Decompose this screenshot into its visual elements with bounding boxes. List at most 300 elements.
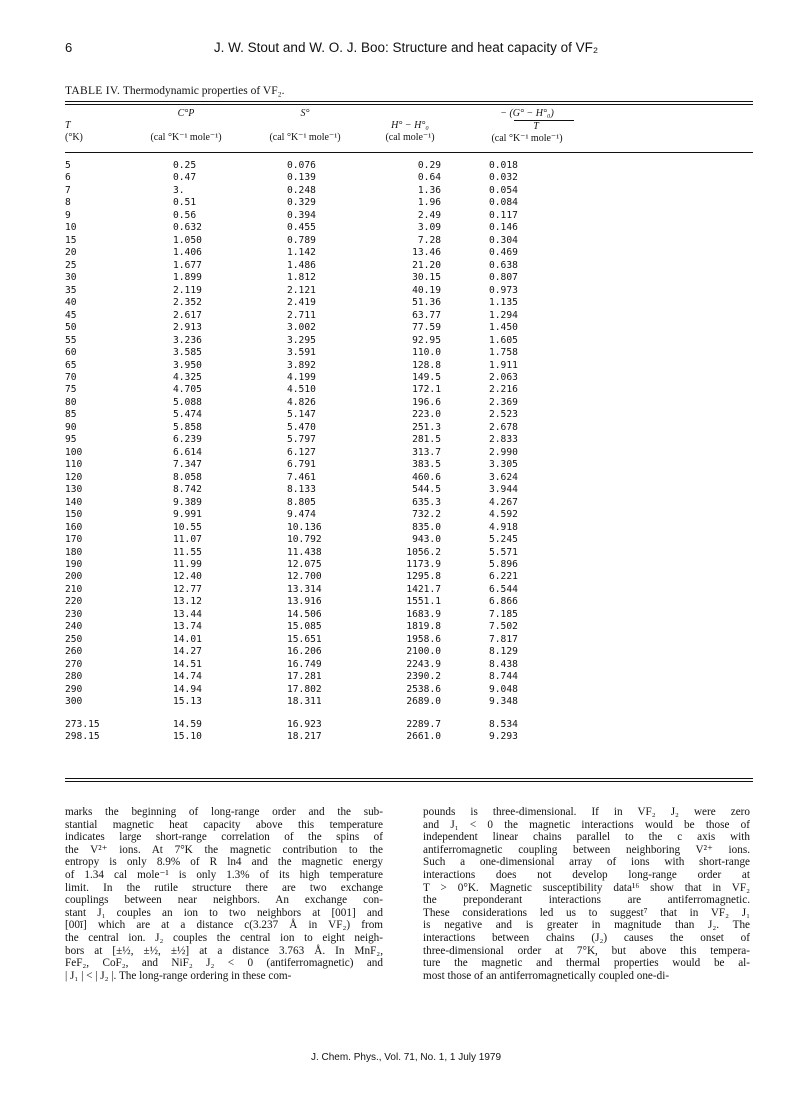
table-caption-label: TABLE IV. bbox=[65, 85, 121, 97]
cell-temperature: 30 bbox=[65, 272, 77, 284]
cell-enthalpy: 2.49 bbox=[417, 209, 441, 221]
cell-entropy: 17.281 bbox=[287, 671, 322, 683]
cell-heat-capacity: 8.058 bbox=[173, 471, 202, 483]
cell-temperature: 85 bbox=[65, 409, 77, 421]
col-temperature-header bbox=[65, 120, 95, 144]
cell-free-energy-function: 0.146 bbox=[489, 222, 518, 234]
cell-entropy: 2.419 bbox=[287, 297, 316, 309]
table-row bbox=[65, 272, 753, 284]
cell-free-energy-function: 2.216 bbox=[489, 384, 518, 396]
col-free-energy-unit: (cal °K⁻¹ mole⁻¹) bbox=[491, 133, 563, 144]
cell-temperature: 9 bbox=[65, 209, 71, 221]
table-top-rule-2 bbox=[65, 104, 753, 105]
col-free-energy-numerator: − (G° − H°₀) bbox=[500, 108, 554, 119]
cell-heat-capacity: 15.10 bbox=[173, 731, 202, 743]
cell-temperature: 20 bbox=[65, 247, 77, 259]
cell-free-energy-function: 0.018 bbox=[489, 160, 518, 171]
cell-entropy: 17.802 bbox=[287, 683, 322, 695]
text-line: couplings between near neighbors. An exchange con- bbox=[65, 894, 383, 907]
cell-heat-capacity: 14.27 bbox=[173, 646, 202, 658]
cell-heat-capacity: 5.474 bbox=[173, 409, 202, 421]
table-row bbox=[65, 659, 753, 671]
table-row bbox=[65, 634, 753, 646]
table-row bbox=[65, 719, 753, 731]
cell-free-energy-function: 2.063 bbox=[489, 371, 518, 383]
cell-heat-capacity: 14.59 bbox=[173, 718, 202, 730]
cell-entropy: 12.700 bbox=[287, 571, 322, 583]
cell-heat-capacity: 13.74 bbox=[173, 621, 202, 633]
cell-temperature: 25 bbox=[65, 259, 77, 271]
text-line: interactions between chains (J₂) causes the onset of bbox=[423, 931, 750, 944]
cell-free-energy-function: 4.267 bbox=[489, 496, 518, 508]
cell-free-energy-function: 2.369 bbox=[489, 396, 518, 408]
cell-heat-capacity: 14.74 bbox=[173, 671, 202, 683]
cell-heat-capacity: 2.119 bbox=[173, 284, 202, 296]
page-number: 6 bbox=[65, 40, 73, 55]
cell-entropy: 6.127 bbox=[287, 446, 316, 458]
text-line: These considerations led us to suggest⁷ that in VF₂ J₁ bbox=[423, 906, 750, 919]
cell-temperature: 40 bbox=[65, 297, 77, 309]
cell-entropy: 15.651 bbox=[287, 633, 322, 645]
cell-temperature: 8 bbox=[65, 197, 71, 209]
cell-enthalpy: 1.36 bbox=[417, 184, 441, 196]
table-row bbox=[65, 297, 753, 309]
table-row bbox=[65, 684, 753, 696]
cell-temperature: 170 bbox=[65, 534, 83, 546]
table-row bbox=[65, 584, 753, 596]
text-line: FeF₂, CoF₂, and NiF₂ J₂ < 0 (antiferromagnetic) and bbox=[65, 957, 383, 970]
cell-temperature: 15 bbox=[65, 234, 77, 246]
cell-temperature: 45 bbox=[65, 309, 77, 321]
cell-enthalpy: 313.7 bbox=[412, 446, 441, 458]
table-row bbox=[65, 235, 753, 247]
cell-heat-capacity: 11.55 bbox=[173, 546, 202, 558]
cell-entropy: 2.711 bbox=[287, 309, 316, 321]
cell-enthalpy: 21.20 bbox=[412, 259, 441, 271]
cell-entropy: 3.295 bbox=[287, 334, 316, 346]
cell-heat-capacity: 6.614 bbox=[173, 446, 202, 458]
cell-heat-capacity: 1.406 bbox=[173, 247, 202, 259]
col-free-energy-header bbox=[462, 108, 592, 145]
cell-heat-capacity: 0.47 bbox=[173, 172, 197, 184]
table-row bbox=[65, 497, 753, 509]
cell-enthalpy: 1056.2 bbox=[406, 546, 441, 558]
cell-enthalpy: 2100.0 bbox=[406, 646, 441, 658]
table-row bbox=[65, 222, 753, 234]
cell-free-energy-function: 1.135 bbox=[489, 297, 518, 309]
cell-enthalpy: 2289.7 bbox=[406, 718, 441, 730]
table-row bbox=[65, 322, 753, 334]
text-line: entropy is only 8.9% of R ln4 and the magnetic energy bbox=[65, 856, 383, 869]
table-row bbox=[65, 360, 753, 372]
text-line: pounds is three-dimensional. If in VF₂ J₂ were zero bbox=[423, 806, 750, 818]
table-header-rule bbox=[65, 152, 753, 153]
cell-heat-capacity: 2.352 bbox=[173, 297, 202, 309]
cell-free-energy-function: 1.605 bbox=[489, 334, 518, 346]
table-row bbox=[65, 185, 753, 197]
body-text-left-column bbox=[65, 806, 383, 982]
cell-temperature: 210 bbox=[65, 583, 83, 595]
cell-entropy: 3.002 bbox=[287, 322, 316, 334]
text-line: of 1.34 cal mole⁻¹ is only 1.3% of its high temperature bbox=[65, 868, 383, 881]
text-line: stantial magnetic heat capacity above this temperature bbox=[65, 818, 383, 831]
text-line: and J₁ < 0 the magnetic interactions would be those of bbox=[423, 818, 750, 831]
cell-temperature: 90 bbox=[65, 421, 77, 433]
table-row bbox=[65, 397, 753, 409]
cell-heat-capacity: 3.585 bbox=[173, 347, 202, 359]
cell-entropy: 0.394 bbox=[287, 209, 316, 221]
cell-entropy: 15.085 bbox=[287, 621, 322, 633]
cell-entropy: 8.133 bbox=[287, 484, 316, 496]
cell-free-energy-function: 6.866 bbox=[489, 596, 518, 608]
col-enthalpy-unit: (cal mole⁻¹) bbox=[385, 132, 435, 143]
cell-entropy: 10.136 bbox=[287, 521, 322, 533]
cell-entropy: 6.791 bbox=[287, 459, 316, 471]
cell-temperature: 300 bbox=[65, 696, 83, 708]
cell-heat-capacity: 10.55 bbox=[173, 521, 202, 533]
cell-entropy: 5.470 bbox=[287, 421, 316, 433]
cell-temperature: 220 bbox=[65, 596, 83, 608]
cell-heat-capacity: 14.51 bbox=[173, 658, 202, 670]
table-row bbox=[65, 210, 753, 222]
cell-temperature: 150 bbox=[65, 509, 83, 521]
cell-temperature: 6 bbox=[65, 172, 71, 184]
cell-temperature: 273.15 bbox=[65, 718, 100, 730]
cell-heat-capacity: 3.236 bbox=[173, 334, 202, 346]
cell-heat-capacity: 3.950 bbox=[173, 359, 202, 371]
table-body bbox=[65, 160, 753, 744]
cell-entropy: 1.812 bbox=[287, 272, 316, 284]
cell-temperature: 200 bbox=[65, 571, 83, 583]
cell-entropy: 4.199 bbox=[287, 371, 316, 383]
cell-heat-capacity: 6.239 bbox=[173, 434, 202, 446]
cell-heat-capacity: 4.325 bbox=[173, 371, 202, 383]
text-line: three-dimensional order at 7°K, but above this tempera- bbox=[423, 944, 750, 957]
cell-entropy: 0.329 bbox=[287, 197, 316, 209]
cell-enthalpy: 110.0 bbox=[412, 347, 441, 359]
cell-free-energy-function: 8.744 bbox=[489, 671, 518, 683]
col-free-energy-denominator: T bbox=[533, 121, 539, 132]
table-row bbox=[65, 347, 753, 359]
cell-heat-capacity: 2.617 bbox=[173, 309, 202, 321]
cell-free-energy-function: 1.450 bbox=[489, 322, 518, 334]
cell-enthalpy: 943.0 bbox=[412, 534, 441, 546]
cell-free-energy-function: 2.523 bbox=[489, 409, 518, 421]
table-row bbox=[65, 559, 753, 571]
cell-enthalpy: 2661.0 bbox=[406, 731, 441, 743]
cell-enthalpy: 7.28 bbox=[417, 234, 441, 246]
col-heat-capacity-header bbox=[126, 108, 246, 144]
cell-free-energy-function: 9.348 bbox=[489, 696, 518, 708]
cell-enthalpy: 196.6 bbox=[412, 396, 441, 408]
table-row bbox=[65, 409, 753, 421]
table-caption bbox=[65, 85, 284, 97]
cell-enthalpy: 732.2 bbox=[412, 509, 441, 521]
cell-heat-capacity: 0.51 bbox=[173, 197, 197, 209]
cell-temperature: 130 bbox=[65, 484, 83, 496]
cell-temperature: 10 bbox=[65, 222, 77, 234]
cell-heat-capacity: 1.050 bbox=[173, 234, 202, 246]
cell-entropy: 2.121 bbox=[287, 284, 316, 296]
cell-free-energy-function: 0.973 bbox=[489, 284, 518, 296]
cell-entropy: 13.314 bbox=[287, 583, 322, 595]
col-heat-capacity-unit: (cal °K⁻¹ mole⁻¹) bbox=[150, 132, 222, 143]
cell-enthalpy: 51.36 bbox=[412, 297, 441, 309]
cell-enthalpy: 544.5 bbox=[412, 484, 441, 496]
cell-temperature: 260 bbox=[65, 646, 83, 658]
cell-temperature: 55 bbox=[65, 334, 77, 346]
cell-free-energy-function: 5.571 bbox=[489, 546, 518, 558]
table-row bbox=[65, 671, 753, 683]
cell-temperature: 5 bbox=[65, 160, 71, 171]
cell-temperature: 250 bbox=[65, 633, 83, 645]
cell-temperature: 80 bbox=[65, 396, 77, 408]
table-row bbox=[65, 646, 753, 658]
table-row bbox=[65, 547, 753, 559]
text-line: antiferromagnetic coupling between neighboring V²⁺ ions. bbox=[423, 843, 750, 856]
cell-heat-capacity: 1.899 bbox=[173, 272, 202, 284]
text-line: the central ion. J₂ couples the central ion to eight neigh- bbox=[65, 931, 383, 944]
cell-heat-capacity: 9.389 bbox=[173, 496, 202, 508]
cell-enthalpy: 40.19 bbox=[412, 284, 441, 296]
table-row-spacer bbox=[65, 709, 753, 719]
cell-free-energy-function: 2.990 bbox=[489, 446, 518, 458]
cell-entropy: 12.075 bbox=[287, 559, 322, 570]
text-line: | J₁ | < | J₂ |. The long-range ordering in these com- bbox=[65, 969, 292, 982]
table-row bbox=[65, 447, 753, 459]
cell-heat-capacity: 14.01 bbox=[173, 633, 202, 645]
cell-heat-capacity: 5.088 bbox=[173, 396, 202, 408]
cell-enthalpy: 3.09 bbox=[417, 222, 441, 234]
running-header: J. W. Stout and W. O. J. Boo: Structure and heat capacity of VF₂ bbox=[213, 40, 599, 55]
cell-enthalpy: 1173.9 bbox=[406, 559, 441, 570]
col-enthalpy-symbol: H° − H°₀ bbox=[391, 120, 429, 131]
table-top-rule bbox=[65, 101, 753, 102]
cell-entropy: 1.142 bbox=[287, 247, 316, 259]
text-line: [00ī] which are at a distance c(3.237 Å in VF₂) from bbox=[65, 919, 383, 932]
text-line: limit. In the rutile structure there are two exchange bbox=[65, 881, 383, 894]
cell-enthalpy: 172.1 bbox=[412, 384, 441, 396]
text-line: independent linear chains parallel to the c axis with bbox=[423, 831, 750, 844]
cell-temperature: 7 bbox=[65, 184, 71, 196]
table-row bbox=[65, 247, 753, 259]
cell-entropy: 5.797 bbox=[287, 434, 316, 446]
journal-citation-footer: J. Chem. Phys., Vol. 71, No. 1, 1 July 1979 bbox=[310, 1052, 502, 1063]
table-row bbox=[65, 310, 753, 322]
cell-temperature: 50 bbox=[65, 322, 77, 334]
table-row bbox=[65, 422, 753, 434]
cell-temperature: 270 bbox=[65, 658, 83, 670]
cell-entropy: 4.510 bbox=[287, 384, 316, 396]
cell-enthalpy: 1295.8 bbox=[406, 571, 441, 583]
table-row bbox=[65, 459, 753, 471]
cell-temperature: 298.15 bbox=[65, 731, 100, 743]
cell-heat-capacity: 0.56 bbox=[173, 209, 197, 221]
cell-temperature: 240 bbox=[65, 621, 83, 633]
cell-entropy: 18.311 bbox=[287, 696, 322, 708]
table-row bbox=[65, 522, 753, 534]
table-row bbox=[65, 731, 753, 743]
cell-heat-capacity: 15.13 bbox=[173, 696, 202, 708]
cell-free-energy-function: 4.592 bbox=[489, 509, 518, 521]
cell-free-energy-function: 5.896 bbox=[489, 559, 518, 570]
cell-entropy: 10.792 bbox=[287, 534, 322, 546]
table-row bbox=[65, 434, 753, 446]
cell-heat-capacity: 5.858 bbox=[173, 421, 202, 433]
cell-entropy: 4.826 bbox=[287, 396, 316, 408]
cell-enthalpy: 149.5 bbox=[412, 371, 441, 383]
table-row bbox=[65, 160, 753, 172]
table-row bbox=[65, 621, 753, 633]
cell-enthalpy: 1958.6 bbox=[406, 633, 441, 645]
cell-heat-capacity: 13.12 bbox=[173, 596, 202, 608]
cell-heat-capacity: 13.44 bbox=[173, 608, 202, 620]
text-line: Such a one-dimensional array of ions with short-range bbox=[423, 856, 750, 869]
cell-temperature: 160 bbox=[65, 521, 83, 533]
cell-enthalpy: 1421.7 bbox=[406, 583, 441, 595]
cell-free-energy-function: 0.304 bbox=[489, 234, 518, 246]
cell-enthalpy: 223.0 bbox=[412, 409, 441, 421]
table-row bbox=[65, 696, 753, 708]
text-line: T > 0°K. Magnetic susceptibility data¹⁶ show that in VF₂ bbox=[423, 881, 750, 894]
text-line: ture the magnetic and thermal properties would be al- bbox=[423, 957, 750, 970]
cell-temperature: 70 bbox=[65, 371, 77, 383]
cell-enthalpy: 281.5 bbox=[412, 434, 441, 446]
cell-heat-capacity: 2.913 bbox=[173, 322, 202, 334]
cell-enthalpy: 1551.1 bbox=[406, 596, 441, 608]
cell-entropy: 11.438 bbox=[287, 546, 322, 558]
cell-entropy: 0.789 bbox=[287, 234, 316, 246]
cell-enthalpy: 30.15 bbox=[412, 272, 441, 284]
cell-heat-capacity: 11.07 bbox=[173, 534, 202, 546]
cell-enthalpy: 128.8 bbox=[412, 359, 441, 371]
cell-enthalpy: 1683.9 bbox=[406, 608, 441, 620]
cell-enthalpy: 77.59 bbox=[412, 322, 441, 334]
cell-entropy: 0.248 bbox=[287, 184, 316, 196]
col-entropy-unit: (cal °K⁻¹ mole⁻¹) bbox=[269, 132, 341, 143]
cell-free-energy-function: 1.911 bbox=[489, 359, 518, 371]
cell-heat-capacity: 0.632 bbox=[173, 222, 202, 234]
table-caption-text: Thermodynamic properties of VF₂. bbox=[122, 85, 285, 97]
table-row bbox=[65, 335, 753, 347]
cell-enthalpy: 13.46 bbox=[412, 247, 441, 259]
cell-temperature: 110 bbox=[65, 459, 83, 471]
cell-heat-capacity: 8.742 bbox=[173, 484, 202, 496]
cell-free-energy-function: 6.221 bbox=[489, 571, 518, 583]
cell-temperature: 60 bbox=[65, 347, 77, 359]
cell-heat-capacity: 3. bbox=[173, 184, 185, 196]
cell-free-energy-function: 3.944 bbox=[489, 484, 518, 496]
cell-enthalpy: 92.95 bbox=[412, 334, 441, 346]
cell-heat-capacity: 14.94 bbox=[173, 683, 202, 695]
cell-entropy: 16.206 bbox=[287, 646, 322, 658]
cell-entropy: 3.892 bbox=[287, 359, 316, 371]
table-row bbox=[65, 484, 753, 496]
cell-temperature: 65 bbox=[65, 359, 77, 371]
cell-enthalpy: 460.6 bbox=[412, 471, 441, 483]
cell-temperature: 290 bbox=[65, 683, 83, 695]
cell-entropy: 18.217 bbox=[287, 731, 322, 743]
cell-free-energy-function: 8.438 bbox=[489, 658, 518, 670]
cell-entropy: 8.805 bbox=[287, 496, 316, 508]
cell-free-energy-function: 2.678 bbox=[489, 421, 518, 433]
col-enthalpy-header bbox=[360, 120, 460, 144]
cell-free-energy-function: 0.084 bbox=[489, 197, 518, 209]
table-bottom-rule-2 bbox=[65, 781, 753, 782]
cell-entropy: 3.591 bbox=[287, 347, 316, 359]
cell-heat-capacity: 0.25 bbox=[173, 160, 197, 171]
cell-enthalpy: 2689.0 bbox=[406, 696, 441, 708]
cell-entropy: 7.461 bbox=[287, 471, 316, 483]
cell-temperature: 35 bbox=[65, 284, 77, 296]
text-line: interactions does not develop long-range order at bbox=[423, 868, 750, 881]
col-temperature-unit: (°K) bbox=[65, 132, 83, 143]
col-temperature-symbol: T bbox=[65, 120, 71, 131]
cell-enthalpy: 1819.8 bbox=[406, 621, 441, 633]
cell-entropy: 1.486 bbox=[287, 259, 316, 271]
cell-free-energy-function: 7.817 bbox=[489, 633, 518, 645]
cell-free-energy-function: 6.544 bbox=[489, 583, 518, 595]
cell-entropy: 13.916 bbox=[287, 596, 322, 608]
cell-enthalpy: 63.77 bbox=[412, 309, 441, 321]
cell-temperature: 180 bbox=[65, 546, 83, 558]
cell-temperature: 230 bbox=[65, 608, 83, 620]
text-line: bors at [±½, ±½, ±½] at a distance 3.763 Å. In MnF₂, bbox=[65, 944, 383, 957]
cell-enthalpy: 2538.6 bbox=[406, 683, 441, 695]
cell-free-energy-function: 2.833 bbox=[489, 434, 518, 446]
table-row bbox=[65, 285, 753, 297]
table-row bbox=[65, 596, 753, 608]
cell-heat-capacity: 12.77 bbox=[173, 583, 202, 595]
cell-enthalpy: 0.29 bbox=[417, 160, 441, 171]
table-bottom-rule bbox=[65, 778, 753, 779]
cell-free-energy-function: 0.032 bbox=[489, 172, 518, 184]
cell-entropy: 14.506 bbox=[287, 608, 322, 620]
cell-enthalpy: 383.5 bbox=[412, 459, 441, 471]
cell-free-energy-function: 9.048 bbox=[489, 683, 518, 695]
cell-free-energy-function: 9.293 bbox=[489, 731, 518, 743]
cell-heat-capacity: 9.991 bbox=[173, 509, 202, 521]
cell-free-energy-function: 0.638 bbox=[489, 259, 518, 271]
cell-heat-capacity: 1.677 bbox=[173, 259, 202, 271]
cell-enthalpy: 251.3 bbox=[412, 421, 441, 433]
table-row bbox=[65, 571, 753, 583]
table-row bbox=[65, 609, 753, 621]
cell-temperature: 95 bbox=[65, 434, 77, 446]
cell-entropy: 16.749 bbox=[287, 658, 322, 670]
cell-free-energy-function: 1.294 bbox=[489, 309, 518, 321]
cell-entropy: 0.455 bbox=[287, 222, 316, 234]
cell-free-energy-function: 8.129 bbox=[489, 646, 518, 658]
cell-free-energy-function: 4.918 bbox=[489, 521, 518, 533]
table-row bbox=[65, 172, 753, 184]
cell-free-energy-function: 0.469 bbox=[489, 247, 518, 259]
cell-enthalpy: 1.96 bbox=[417, 197, 441, 209]
cell-free-energy-function: 0.117 bbox=[489, 209, 518, 221]
cell-temperature: 120 bbox=[65, 471, 83, 483]
text-line: indicates large short-range correlation of the spins of bbox=[65, 831, 383, 844]
cell-free-energy-function: 7.185 bbox=[489, 608, 518, 620]
cell-temperature: 280 bbox=[65, 671, 83, 683]
cell-free-energy-function: 0.054 bbox=[489, 184, 518, 196]
table-row bbox=[65, 372, 753, 384]
cell-free-energy-function: 1.758 bbox=[489, 347, 518, 359]
text-line: stant J₁ couples an ion to two neighbors at [001] and bbox=[65, 906, 383, 919]
table-row bbox=[65, 260, 753, 272]
cell-temperature: 140 bbox=[65, 496, 83, 508]
cell-entropy: 5.147 bbox=[287, 409, 316, 421]
cell-entropy: 16.923 bbox=[287, 718, 322, 730]
